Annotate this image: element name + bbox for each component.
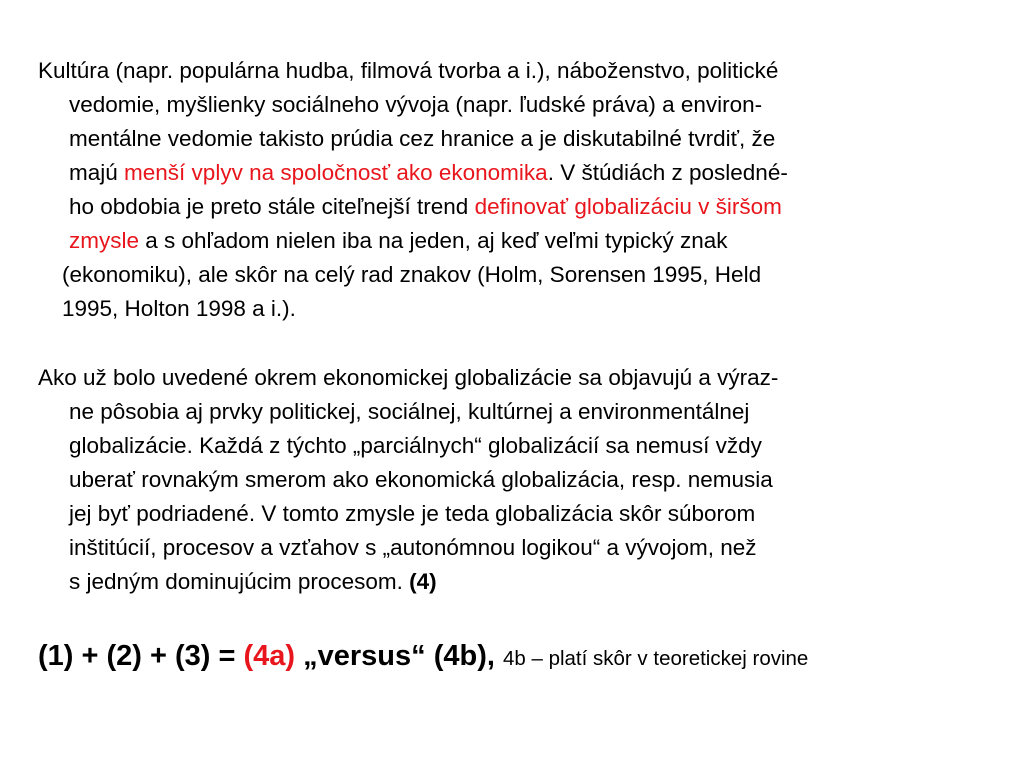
paragraph1-line5 — [69, 190, 782, 224]
paragraph2-line5 — [69, 497, 755, 531]
formula-sum: (1) + (2) + (3) = — [38, 640, 244, 672]
paragraph2-line7 — [69, 565, 437, 599]
p1-line8-text: 1995, Holton 1998 a i.). — [62, 296, 296, 321]
p1-line6-text-b: a s ohľadom nielen iba na jeden, aj keď veľmi typický znak — [139, 228, 728, 253]
paragraph2-line4 — [69, 463, 773, 497]
p2-line4-text: uberať rovnakým smerom ako ekonomická globalizácia, resp. nemusia — [69, 467, 773, 492]
p1-highlight-sense: zmysle — [69, 228, 140, 253]
p1-line3-text: mentálne vedomie takisto prúdia cez hranice a je diskutabilné tvrdiť, že — [69, 126, 776, 151]
paragraph1-line4 — [69, 156, 788, 190]
p2-line3-text: globalizácie. Každá z týchto „parciálnych“ globalizácií sa nemusí vždy — [69, 433, 762, 458]
paragraph2-line3 — [69, 429, 762, 463]
formula-line — [38, 636, 808, 679]
formula-note: 4b – platí skôr v teoretickej rovine — [502, 647, 809, 670]
paragraph1-line7 — [62, 258, 761, 292]
p1-line7-text: (ekonomiku), ale skôr na celý rad znakov (Holm, Sorensen 1995, Held — [62, 262, 762, 287]
p2-line1-text: Ako už bolo uvedené okrem ekonomickej globalizácie sa objavujú a výraz- — [38, 365, 779, 390]
formula-versus: „versus“ (4b), — [295, 640, 503, 672]
paragraph1-line3 — [69, 122, 775, 156]
p1-line1-text: Kultúra (napr. populárna hudba, filmová tvorba a i.), náboženstvo, politické — [38, 58, 779, 83]
p1-line4-text-b: . V štúdiách z posledné- — [547, 160, 788, 185]
p2-reference-4: (4) — [409, 569, 437, 594]
p1-line2-text: vedomie, myšlienky sociálneho vývoja (napr. ľudské práva) a environ- — [69, 92, 763, 117]
paragraph1-line2 — [69, 88, 762, 122]
p2-line5-text: jej byť podriadené. V tomto zmysle je teda globalizácia skôr súborom — [69, 501, 756, 526]
p2-line2-text: ne pôsobia aj prvky politickej, sociálnej, kultúrnej a environmentálnej — [69, 399, 750, 424]
paragraph1-line8 — [62, 292, 296, 326]
paragraph1-line6 — [69, 224, 728, 258]
paragraph2-line1 — [38, 361, 778, 395]
p2-line6-text: inštitúcií, procesov a vzťahov s „autonómnou logikou“ a vývojom, než — [69, 535, 757, 560]
p1-line4-text-a: majú — [69, 160, 125, 185]
paragraph2-line6 — [69, 531, 757, 565]
formula-4a: (4a) — [243, 640, 296, 672]
paragraph1-line1 — [38, 54, 778, 88]
p1-line5-text-a: ho obdobia je preto stále citeľnejší trend — [69, 194, 475, 219]
p2-line7-text-a: s jedným dominujúcim procesom. — [69, 569, 410, 594]
p1-highlight-define-globalization: definovať globalizáciu v širšom — [474, 194, 782, 219]
p1-highlight-influence: menší vplyv na spoločnosť ako ekonomika — [124, 160, 548, 185]
paragraph2-line2 — [69, 395, 749, 429]
